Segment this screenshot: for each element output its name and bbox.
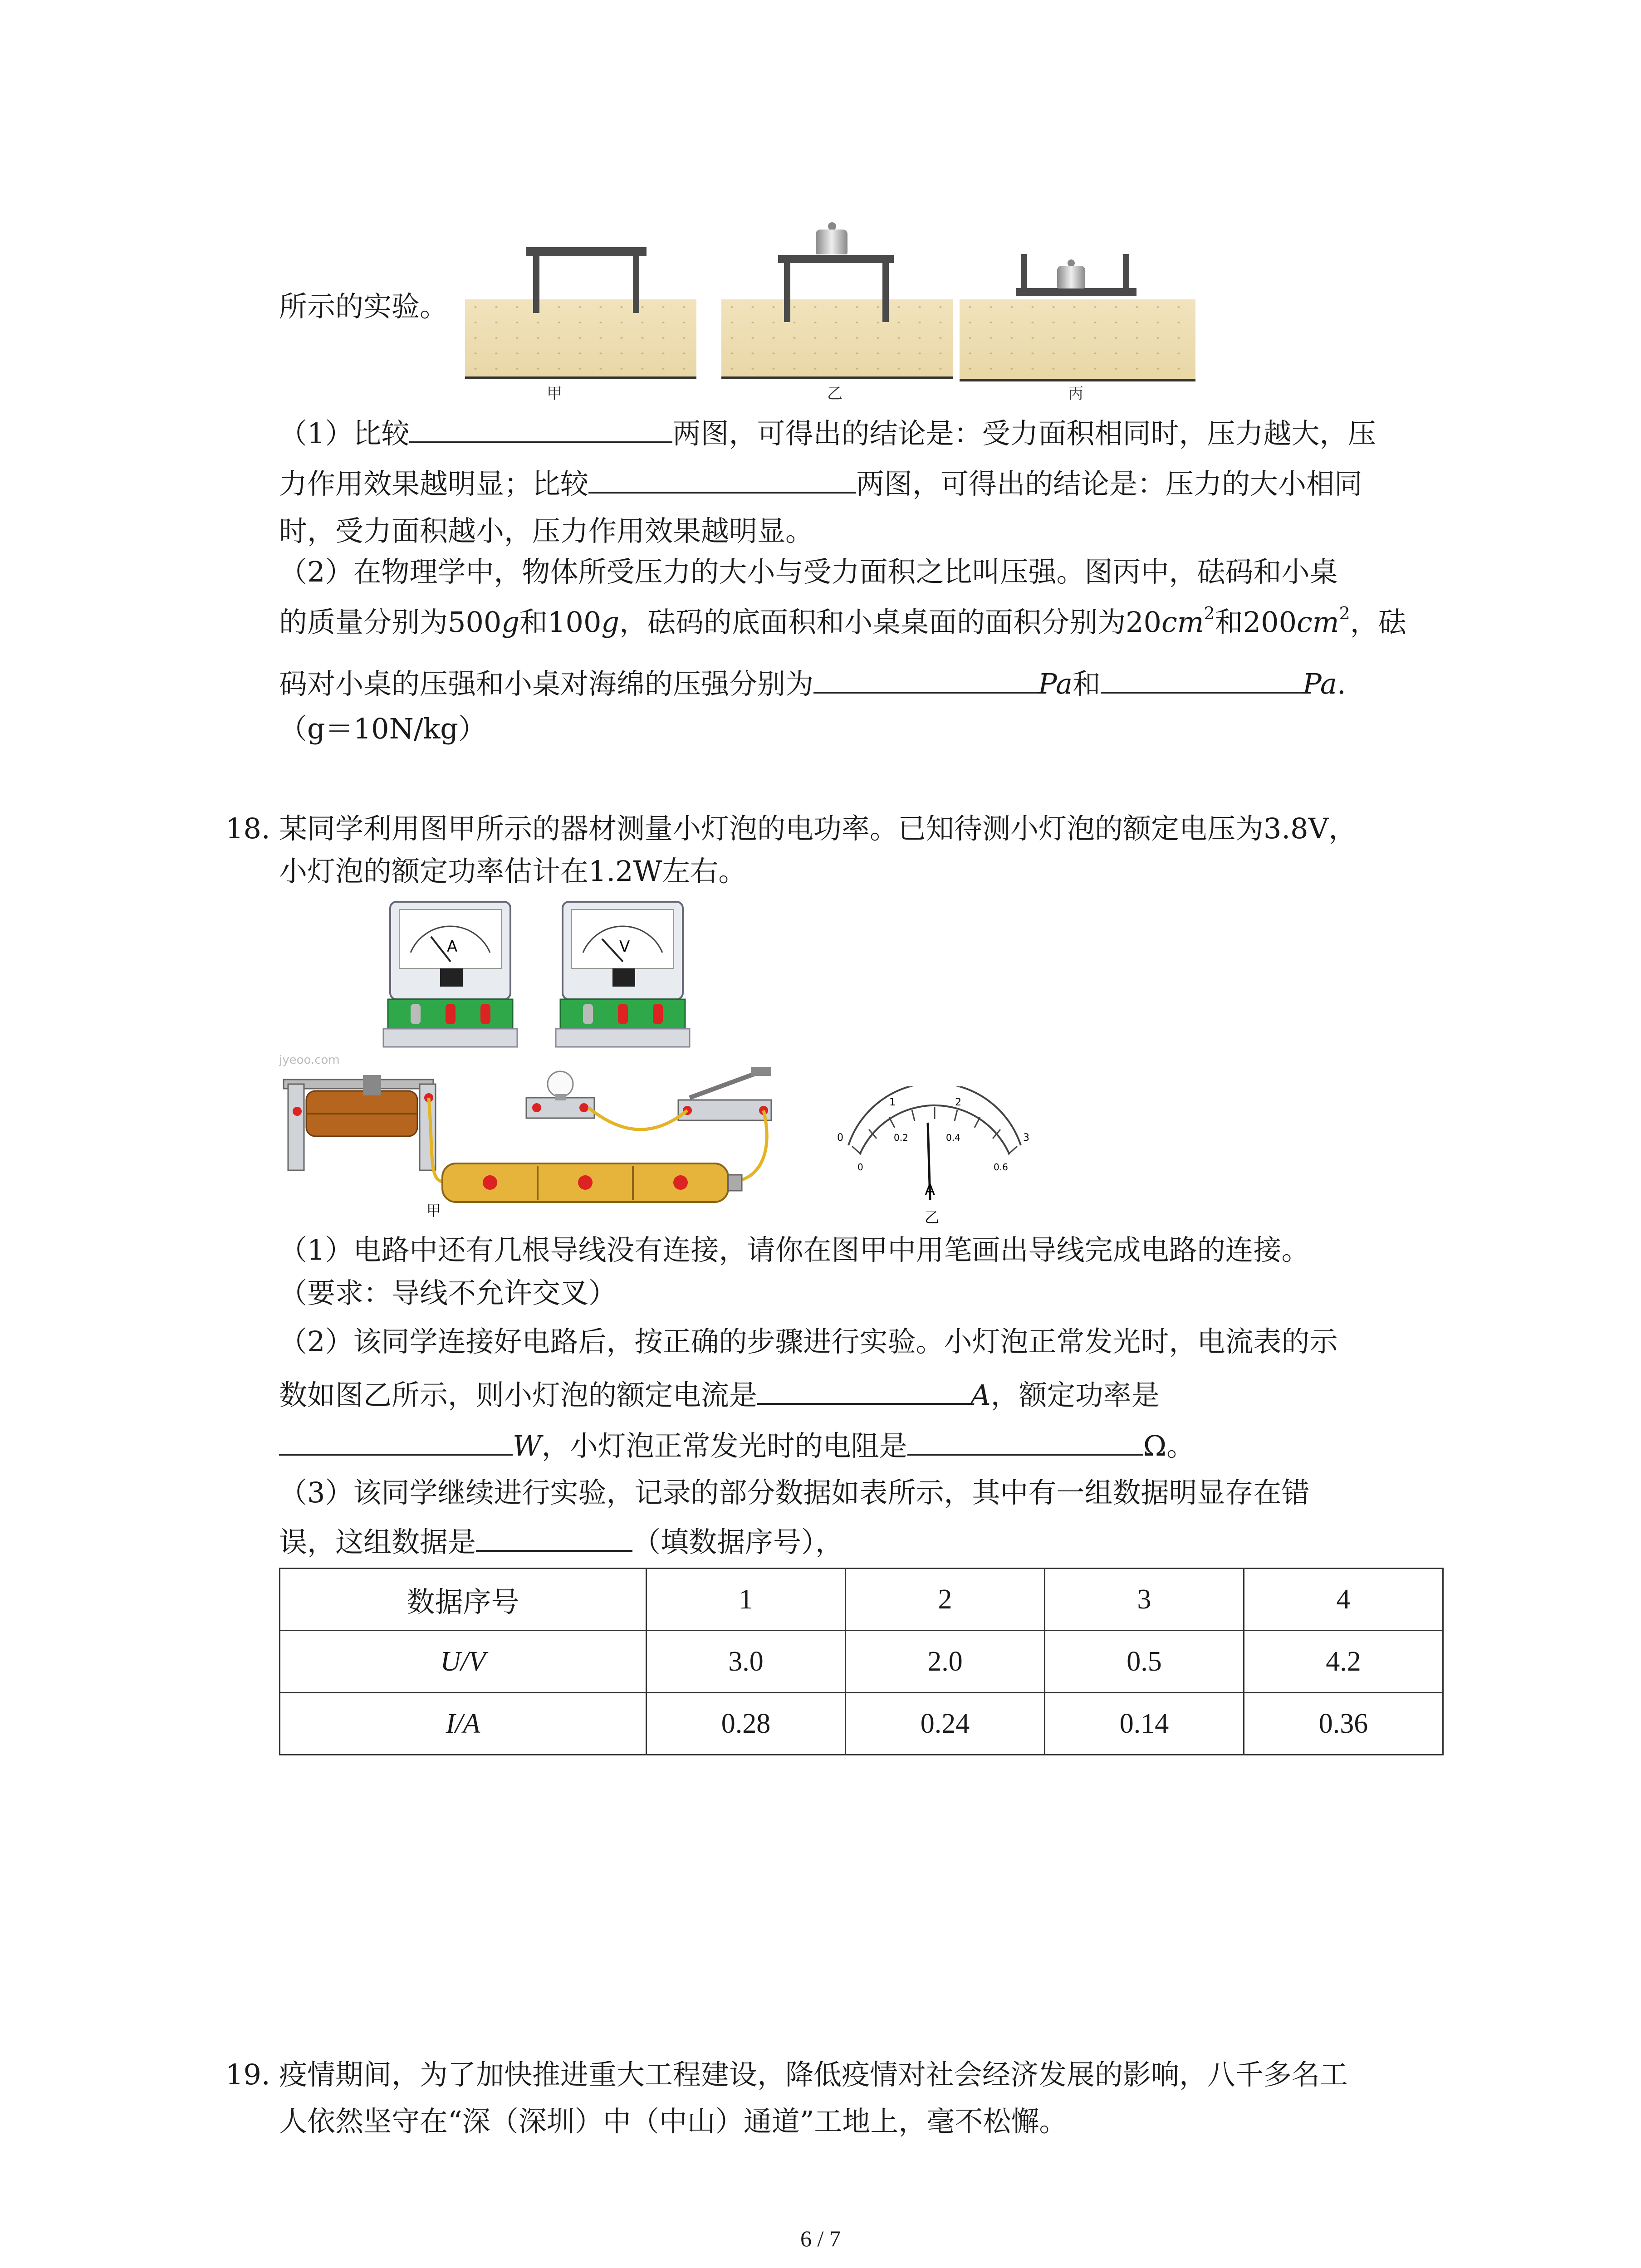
q19-stem-line2: 人依然坚守在“深（深圳）中（中山）通道”工地上，毫不松懈。: [279, 2105, 1068, 2138]
answer-blank-8[interactable]: [476, 1525, 632, 1552]
q17-given-g: （g＝10N/kg）: [279, 712, 486, 745]
dial-bottom-0: 0: [857, 1162, 863, 1173]
table-cell: 4: [1244, 1569, 1443, 1631]
q17-part1-line1: （1）比较 两图，可得出的结论是：受力面积相同时，压力越大，压: [279, 417, 1376, 450]
table-cell: 0.28: [647, 1693, 846, 1755]
table-cell: 4.2: [1244, 1631, 1443, 1693]
voltmeter: [556, 902, 690, 1047]
table-cell: 2: [846, 1569, 1045, 1631]
fig-label-yi: 乙: [827, 385, 843, 403]
answer-blank-4[interactable]: [1101, 667, 1303, 694]
sponge-figure-jia: [465, 247, 696, 379]
q19-number: 19.: [225, 2058, 270, 2091]
voltmeter-letter: V: [619, 938, 630, 956]
fig-label-bing: 丙: [1068, 385, 1083, 403]
page-number: 6 / 7: [800, 2226, 841, 2251]
q18-stem-line2: 小灯泡的额定功率估计在1.2W左右。: [279, 855, 747, 888]
answer-blank-2[interactable]: [588, 467, 856, 494]
ammeter-letter: A: [447, 938, 458, 956]
q18-part3-line2: 误，这组数据是 （填数据序号），: [279, 1525, 844, 1559]
dial-bottom-3: 0.6: [994, 1162, 1008, 1173]
table-cell: I/A: [280, 1693, 647, 1755]
table-header-row: [280, 1569, 1443, 1631]
q18-stem-line1: 某同学利用图甲所示的器材测量小灯泡的电功率。已知待测小灯泡的额定电压为3.8V，: [279, 812, 1357, 845]
q18-part2-line1: （2）该同学连接好电路后，按正确的步骤进行实验。小灯泡正常发光时，电流表的示: [279, 1325, 1338, 1358]
q18-part2-line3: W，小灯泡正常发光时的电阻是 Ω。: [279, 1429, 1195, 1460]
q18-part2-line2: 数如图乙所示，则小灯泡的额定电流是 A，额定功率是: [279, 1378, 1160, 1412]
table-cell: 1: [647, 1569, 846, 1631]
table-cell: 2.0: [846, 1631, 1045, 1693]
data-table: [279, 1568, 1444, 1755]
battery-pack: [442, 1163, 742, 1202]
answer-blank-1[interactable]: [409, 416, 672, 443]
q18-part1-line1: （1）电路中还有几根导线没有连接，请你在图甲中用笔画出导线完成电路的连接。: [279, 1233, 1310, 1266]
watermark: jyeoo.com: [279, 1053, 340, 1067]
fig-label-jia: 甲: [426, 1202, 441, 1219]
answer-blank-7[interactable]: [907, 1429, 1143, 1456]
q17-part1-line3: 时，受力面积越小，压力作用效果越明显。: [279, 514, 814, 547]
table-row: [280, 1631, 1443, 1693]
rheostat: [284, 1075, 436, 1170]
table-cell: 3: [1045, 1569, 1244, 1631]
q17-intro: 所示的实验。: [279, 290, 448, 323]
q18-part1-line2: （要求：导线不允许交叉）: [279, 1276, 617, 1310]
table-cell: 数据序号: [280, 1569, 647, 1631]
table-cell: 0.36: [1244, 1693, 1443, 1755]
q17-part1-line2: 力作用效果越明显；比较 两图，可得出的结论是：压力的大小相同: [279, 467, 1363, 500]
dial-top-0: 0: [837, 1132, 843, 1144]
q17-part2-line1: （2）在物理学中，物体所受压力的大小与受力面积之比叫压强。图丙中，砝码和小桌: [279, 555, 1338, 588]
fig-label-yi: 乙: [925, 1209, 940, 1226]
fig-label-jia: 甲: [547, 385, 562, 403]
table-cell: 0.5: [1045, 1631, 1244, 1693]
table-cell: 0.24: [846, 1693, 1045, 1755]
dial-top-3: 3: [1023, 1132, 1029, 1144]
circuit-figure-jia: [279, 898, 801, 1225]
q17-part2-line3: 码对小桌的压强和小桌对海绵的压强分别为 Pa和 Pa.: [279, 667, 1346, 700]
answer-blank-3[interactable]: [813, 667, 1038, 694]
dial-top-2: 2: [955, 1097, 961, 1108]
dial-unit-letter: A: [925, 1181, 936, 1199]
q18-number: 18.: [225, 812, 270, 845]
q17-part2-line2: 的质量分别为500g和100g，砝码的底面积和小桌桌面的面积分别为$20cm^2$和$200cm^2$，砝: [279, 603, 1406, 639]
q19-stem-line1: 疫情期间，为了加快推进重大工程建设，降低疫情对社会经济发展的影响，八千多名工: [279, 2058, 1348, 2091]
answer-blank-6[interactable]: [279, 1429, 513, 1456]
table-row: [280, 1693, 1443, 1755]
sponge-figure-bing: [960, 249, 1195, 379]
answer-blank-5[interactable]: [757, 1378, 970, 1405]
switch: [678, 1067, 771, 1120]
dial-bottom-2: 0.4: [946, 1132, 960, 1143]
q18-part3-line1: （3）该同学继续进行实验，记录的部分数据如表所示，其中有一组数据明显存在错: [279, 1476, 1310, 1509]
light-bulb: [526, 1071, 594, 1118]
ammeter-dial-figure-yi: [817, 1086, 1053, 1227]
dial-bottom-1: 0.2: [894, 1132, 908, 1143]
table-cell: 0.14: [1045, 1693, 1244, 1755]
table-cell: U/V: [280, 1631, 647, 1693]
ammeter: [383, 902, 517, 1047]
table-cell: 3.0: [647, 1631, 846, 1693]
dial-top-1: 1: [889, 1097, 896, 1108]
sponge-figure-yi: [721, 222, 953, 379]
